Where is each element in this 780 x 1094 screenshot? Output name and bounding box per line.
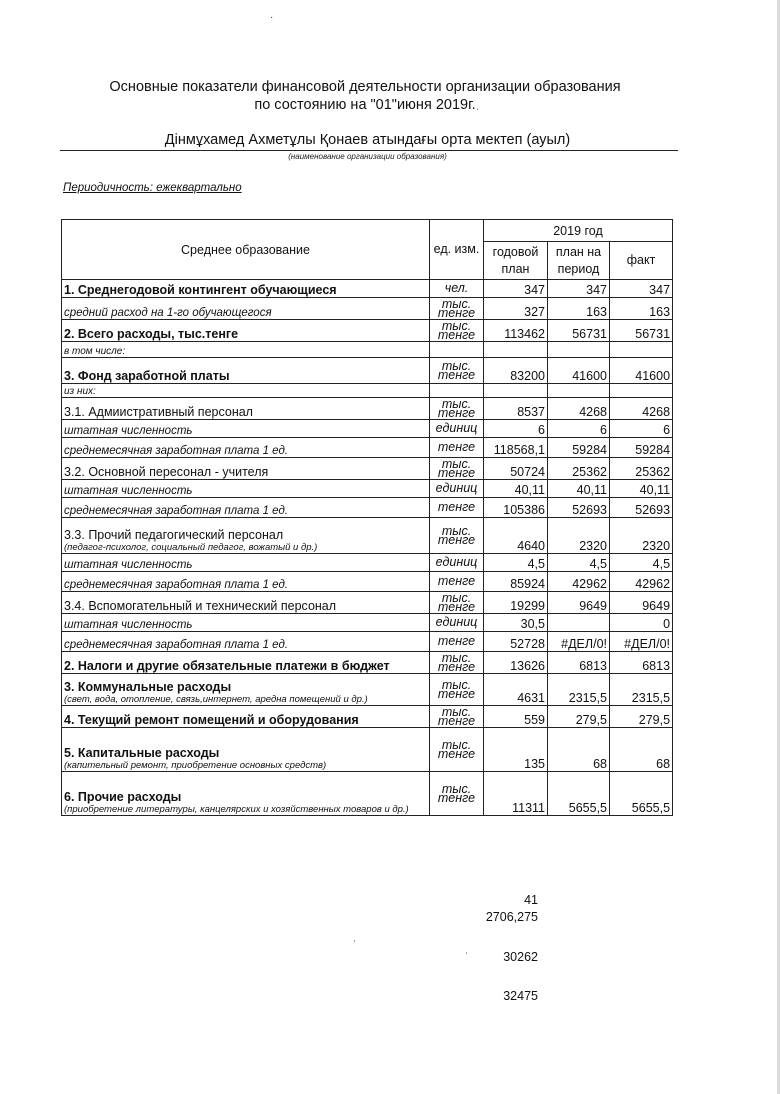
scan-speck: · (270, 12, 274, 23)
row-unit (430, 384, 484, 398)
row-label (62, 518, 430, 554)
row-unit: единиц (430, 614, 484, 632)
row-label-note: (капительный ремонт, приобретение основных средств) (64, 760, 327, 771)
row-unit: тенге (430, 498, 484, 518)
row-value-v3: 5655,5 (610, 772, 673, 816)
row-label (62, 572, 430, 592)
row-value-v1: 50724 (484, 458, 548, 480)
row-label-text: 2. Налоги и другие обязательные платежи в бюджет (64, 659, 390, 673)
row-value-v1: 8537 (484, 398, 548, 420)
table-row (62, 480, 673, 498)
table-row (62, 320, 673, 342)
row-value-v3: 347 (610, 280, 673, 298)
row-value-v3: 4,5 (610, 554, 673, 572)
row-value-v2: #ДЕЛ/0! (548, 632, 610, 652)
row-value-v3: 59284 (610, 438, 673, 458)
periodicity-label: Периодичность: ежеквартально (63, 182, 242, 194)
table-row (62, 614, 673, 632)
row-value-v3: 6813 (610, 652, 673, 674)
row-label-text: 2. Всего расходы, тыс.тенге (64, 327, 239, 341)
row-unit (430, 342, 484, 358)
row-value-v3: #ДЕЛ/0! (610, 632, 673, 652)
row-unit: единиц (430, 554, 484, 572)
row-value-v2: 52693 (548, 498, 610, 518)
row-label (62, 706, 430, 728)
row-label-text: штатная численность (64, 485, 193, 497)
table-row (62, 298, 673, 320)
table-row (62, 554, 673, 572)
row-label-text: среднемесячная заработная плата 1 ед. (64, 445, 288, 457)
row-label-note: (свет, вода, отопление, связь,интернет, аредна помещений и др.) (64, 694, 368, 705)
row-value-v1: 327 (484, 298, 548, 320)
row-unit: тыс. тенге (430, 518, 484, 554)
row-value-v2: 6 (548, 420, 610, 438)
row-value-v2: 4,5 (548, 554, 610, 572)
row-label (62, 652, 430, 674)
row-label-text: штатная численность (64, 559, 193, 571)
row-value-v1 (484, 384, 548, 398)
row-value-v3 (610, 342, 673, 358)
row-value-v3: 25362 (610, 458, 673, 480)
row-label-text: среднемесячная заработная плата 1 ед. (64, 579, 288, 591)
row-value-v3: 40,11 (610, 480, 673, 498)
row-value-v3: 41600 (610, 358, 673, 384)
row-label (62, 298, 430, 320)
row-value-v3 (610, 384, 673, 398)
row-value-v1: 105386 (484, 498, 548, 518)
table-row (62, 674, 673, 706)
row-label-text: в том числе: (64, 346, 126, 357)
row-label-text: среднемесячная заработная плата 1 ед. (64, 505, 288, 517)
title-line-1: Основные показатели финансовой деятельности организации образования (109, 79, 621, 95)
row-value-v1: 4631 (484, 674, 548, 706)
row-label (62, 320, 430, 342)
row-value-v3: 56731 (610, 320, 673, 342)
row-unit: тыс. тенге (430, 652, 484, 674)
row-unit: тенге (430, 572, 484, 592)
row-unit: тенге (430, 632, 484, 652)
table-row (62, 498, 673, 518)
row-value-v2: 25362 (548, 458, 610, 480)
organization-caption: (наименование организации образования) (288, 152, 447, 161)
row-label-text: 4. Текущий ремонт помещений и оборудования (64, 713, 359, 727)
row-value-v2: 163 (548, 298, 610, 320)
row-value-v2: 9649 (548, 592, 610, 614)
row-label-text: 3.2. Основной пересонал - учителя (64, 465, 269, 479)
row-label (62, 554, 430, 572)
row-label (62, 772, 430, 816)
title-line-2: по состоянию на "01"июня 2019г. (254, 97, 476, 113)
scan-speck: ˈ (476, 108, 480, 119)
row-value-v3: 68 (610, 728, 673, 772)
table-row (62, 438, 673, 458)
row-label (62, 458, 430, 480)
header-unit: ед. изм. (430, 220, 484, 280)
row-value-v3: 279,5 (610, 706, 673, 728)
row-label (62, 398, 430, 420)
row-unit: тыс. тенге (430, 706, 484, 728)
row-label (62, 384, 430, 398)
table-row (62, 358, 673, 384)
row-label (62, 480, 430, 498)
row-value-v1: 11311 (484, 772, 548, 816)
row-label-note: (приобретение литературы, канцелярских и хозяйственных товаров и др.) (64, 804, 409, 815)
table-row (62, 384, 673, 398)
row-value-v1: 4,5 (484, 554, 548, 572)
row-unit: тенге (430, 438, 484, 458)
row-label-text: средний расход на 1-го обучающегося (64, 307, 272, 319)
row-label-text: штатная численность (64, 619, 193, 631)
row-value-v2: 42962 (548, 572, 610, 592)
header-main: Среднее образование (62, 220, 430, 280)
row-value-v1 (484, 342, 548, 358)
row-value-v2: 2320 (548, 518, 610, 554)
table-row (62, 280, 673, 298)
row-unit: тыс. тенге (430, 592, 484, 614)
row-label (62, 632, 430, 652)
row-label-text: 3.4. Вспомогательный и технический персонал (64, 599, 337, 613)
table-row (62, 420, 673, 438)
row-unit: тыс. тенге (430, 320, 484, 342)
row-unit: чел. (430, 280, 484, 298)
header-fact: факт (610, 242, 673, 280)
row-unit: тыс. тенге (430, 772, 484, 816)
row-value-v1: 19299 (484, 592, 548, 614)
table-row (62, 398, 673, 420)
table-row (62, 652, 673, 674)
table-row (62, 772, 673, 816)
row-label-text: 5. Капитальные расходы (64, 746, 220, 760)
footnote-value: 2706,275 (485, 910, 538, 924)
row-value-v3: 6 (610, 420, 673, 438)
table-row (62, 728, 673, 772)
row-value-v1: 347 (484, 280, 548, 298)
row-label-note: (педагог-психолог, социальный педагог, вожатый и др.) (64, 542, 318, 553)
footnote-value: 30262 (503, 950, 538, 964)
row-unit: единиц (430, 420, 484, 438)
row-label-text: 3.1. Адмиистративный персонал (64, 405, 253, 419)
table-row (62, 342, 673, 358)
row-value-v2: 40,11 (548, 480, 610, 498)
row-value-v2 (548, 384, 610, 398)
row-value-v2: 6813 (548, 652, 610, 674)
footnote-value: 32475 (503, 989, 538, 1003)
row-value-v1: 113462 (484, 320, 548, 342)
row-label (62, 614, 430, 632)
document-title (60, 78, 670, 114)
row-value-v2: 347 (548, 280, 610, 298)
table-row (62, 458, 673, 480)
table-row (62, 706, 673, 728)
table-row (62, 592, 673, 614)
row-label (62, 342, 430, 358)
row-value-v1: 52728 (484, 632, 548, 652)
row-value-v1: 83200 (484, 358, 548, 384)
row-label-text: 6. Прочие расходы (64, 790, 182, 804)
table-row (62, 518, 673, 554)
row-value-v2: 5655,5 (548, 772, 610, 816)
row-value-v1: 40,11 (484, 480, 548, 498)
organization-name: Дінмұхамед Ахметұлы Қонаев атындағы орта мектеп (ауыл) (164, 132, 571, 148)
row-unit: тыс. тенге (430, 358, 484, 384)
row-label (62, 280, 430, 298)
row-label-text: штатная численность (64, 425, 193, 437)
row-value-v2: 68 (548, 728, 610, 772)
row-value-v1: 559 (484, 706, 548, 728)
row-label-text: из них: (64, 386, 96, 397)
row-value-v2: 59284 (548, 438, 610, 458)
row-label (62, 438, 430, 458)
row-unit: тыс. тенге (430, 728, 484, 772)
row-label-text: 3. Фонд заработной платы (64, 369, 230, 383)
row-value-v1: 85924 (484, 572, 548, 592)
row-value-v2: 2315,5 (548, 674, 610, 706)
row-value-v3: 9649 (610, 592, 673, 614)
row-unit: тыс. тенге (430, 298, 484, 320)
organization-underline (60, 150, 678, 151)
row-value-v1: 6 (484, 420, 548, 438)
row-unit: тыс. тенге (430, 674, 484, 706)
row-value-v3: 163 (610, 298, 673, 320)
row-unit: единиц (430, 480, 484, 498)
header-plan-year: годовой план (484, 242, 548, 280)
header-year: 2019 год (484, 220, 673, 242)
row-value-v3: 2315,5 (610, 674, 673, 706)
row-value-v2 (548, 342, 610, 358)
row-value-v3: 42962 (610, 572, 673, 592)
row-value-v1: 118568,1 (484, 438, 548, 458)
row-value-v2: 56731 (548, 320, 610, 342)
row-label (62, 674, 430, 706)
scan-speck: ˈ (353, 940, 357, 951)
row-value-v1: 30,5 (484, 614, 548, 632)
row-unit: тыс. тенге (430, 398, 484, 420)
footnote-value: 41 (524, 893, 538, 907)
row-value-v3: 52693 (610, 498, 673, 518)
row-value-v3: 0 (610, 614, 673, 632)
row-value-v2: 4268 (548, 398, 610, 420)
row-value-v1: 13626 (484, 652, 548, 674)
financial-indicators-table (61, 219, 673, 816)
row-label-text: 3.3. Прочий педагогический персонал (64, 528, 284, 542)
row-label (62, 592, 430, 614)
table-row (62, 572, 673, 592)
row-label (62, 420, 430, 438)
row-value-v2: 41600 (548, 358, 610, 384)
row-value-v3: 2320 (610, 518, 673, 554)
row-label (62, 358, 430, 384)
row-label-text: среднемесячная заработная плата 1 ед. (64, 639, 288, 651)
row-value-v1: 135 (484, 728, 548, 772)
row-value-v2 (548, 614, 610, 632)
scan-speck: ˈ (465, 952, 469, 963)
row-label-text: 1. Среднегодовой контингент обучающиеся (64, 283, 337, 297)
row-label (62, 498, 430, 518)
row-label (62, 728, 430, 772)
row-value-v1: 4640 (484, 518, 548, 554)
row-unit: тыс. тенге (430, 458, 484, 480)
row-label-text: 3. Коммунальные расходы (64, 680, 232, 694)
table-row (62, 632, 673, 652)
header-plan-period: план на период (548, 242, 610, 280)
row-value-v3: 4268 (610, 398, 673, 420)
row-value-v2: 279,5 (548, 706, 610, 728)
